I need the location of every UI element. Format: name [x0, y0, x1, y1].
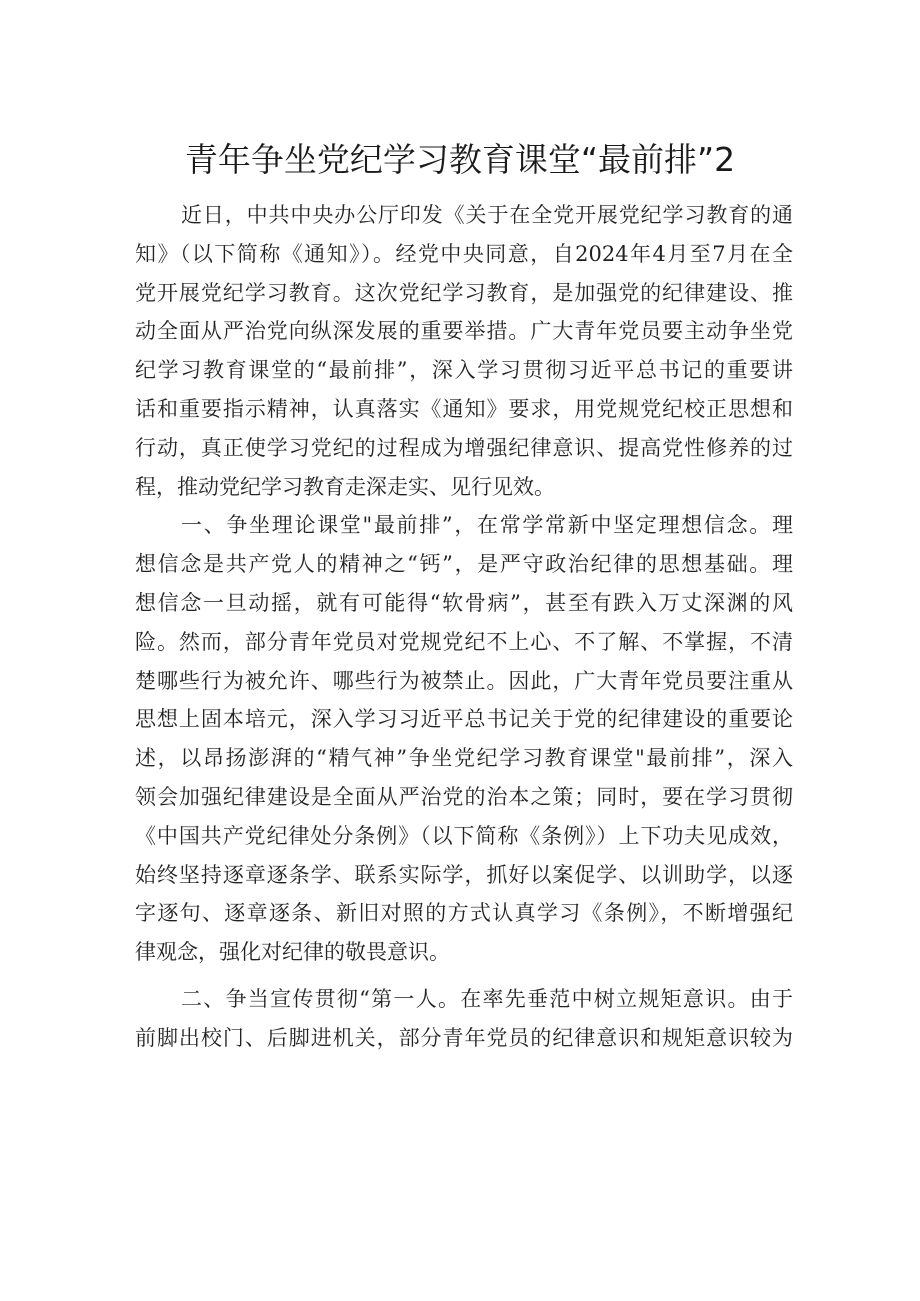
paragraph-line: 程，推动党纪学习教育走深走实、见行见效。 [135, 474, 555, 499]
paragraph-line: 字逐句、逐章逐条、新旧对照的方式认真学习《条例》，不断增强纪 [135, 901, 793, 926]
paragraph-line: 动全面从严治党向纵深发展的重要举措。广大青年党员要主动争坐党 [135, 319, 793, 344]
paragraph-line: 律观念，强化对纪律的敬畏意识。 [135, 940, 450, 965]
paragraph-line: 险。然而，部分青年党员对党规党纪不上心、不了解、不掌握，不清 [135, 629, 793, 654]
paragraph-line: 述，以昂扬澎湃的“精气神”争坐党纪学习教育课堂"最前排”，深入 [135, 746, 793, 771]
document-title: 青年争坐党纪学习教育课堂“最前排”2 [184, 140, 736, 180]
paragraph-line: 始终坚持逐章逐条学、联系实际学，抓好以案促学、以训助学，以逐 [135, 862, 793, 887]
paragraph-section-one [135, 506, 793, 972]
paragraph-section-two [135, 980, 793, 1058]
paragraph-line: 前脚出校门、后脚进机关，部分青年党员的纪律意识和规矩意识较为 [135, 1025, 793, 1050]
paragraph-line: 党开展党纪学习教育。这次党纪学习教育，是加强党的纪律建设、推 [135, 280, 793, 305]
paragraph-line: 一、争坐理论课堂"最前排”，在常学常新中坚定理想信念。理 [181, 513, 793, 538]
paragraph-line: 纪学习教育课堂的“最前排”，深入学习贯彻习近平总书记的重要讲 [135, 358, 793, 383]
paragraph-line: 想信念是共产党人的精神之“钙”，是严守政治纪律的思想基础。理 [135, 552, 793, 577]
paragraph-line: 思想上固本培元，深入学习习近平总书记关于党的纪律建设的重要论 [135, 707, 793, 732]
paragraph-line: 楚哪些行为被允许、哪些行为被禁止。因此，广大青年党员要注重从 [135, 668, 793, 693]
paragraph-line: 《中国共产党纪律处分条例》（以下简称《条例》）上下功夫见成效， [135, 823, 793, 848]
paragraph-line: 知》（以下简称《通知》）。经党中央同意，自2024年4月至7月在全 [135, 241, 793, 266]
paragraph-line: 领会加强纪律建设是全面从严治党的治本之策；同时，要在学习贯彻 [135, 784, 793, 809]
paragraph-line: 话和重要指示精神，认真落实《通知》要求，用党规党纪校正思想和 [135, 396, 793, 421]
paragraph-line: 近日，中共中央办公厅印发《关于在全党开展党纪学习教育的通 [181, 203, 793, 227]
paragraph-line: 二、争当宣传贯彻“第一人。在率先垂范中树立规矩意识。由于 [181, 986, 793, 1011]
document-body [135, 196, 793, 1058]
paragraph-line: 想信念一旦动摇，就有可能得“软骨病”，甚至有跌入万丈深渊的风 [135, 590, 793, 615]
paragraph-intro [135, 196, 793, 506]
paragraph-line: 行动，真正使学习党纪的过程成为增强纪律意识、提高党性修养的过 [135, 435, 793, 460]
